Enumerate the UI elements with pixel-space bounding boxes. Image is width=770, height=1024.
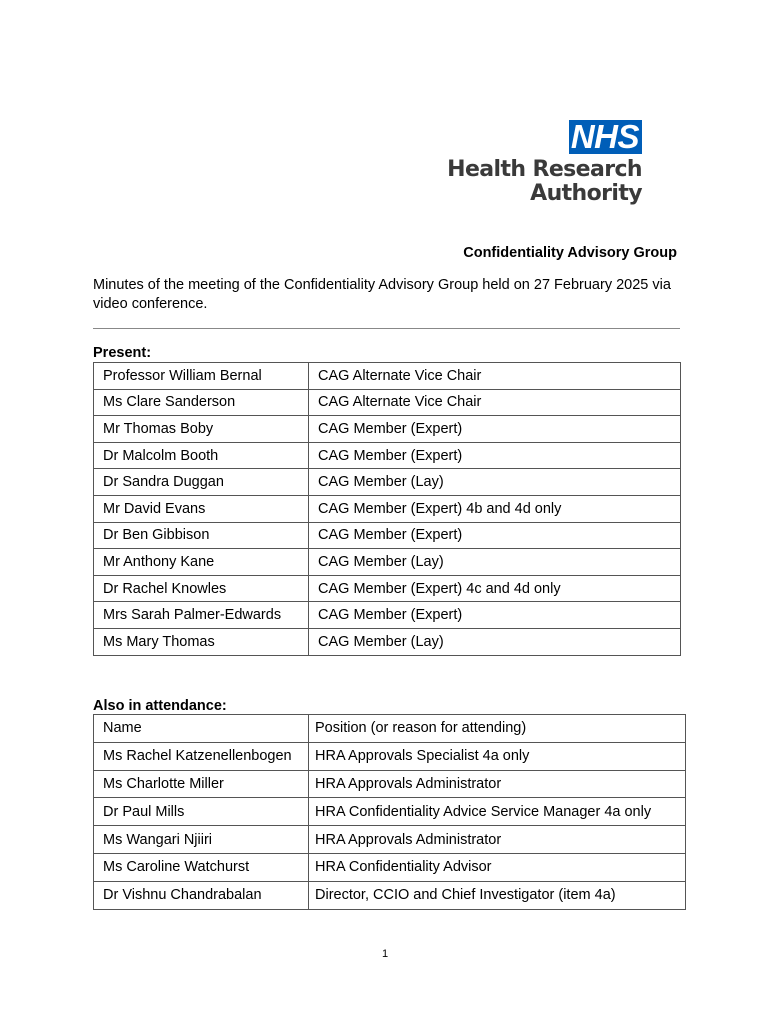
member-role: CAG Member (Expert): [309, 416, 681, 443]
column-header-position: Position (or reason for attending): [309, 715, 686, 743]
attendance-table: [93, 714, 686, 910]
member-name: Dr Malcolm Booth: [94, 442, 309, 469]
member-name: Mr Anthony Kane: [94, 549, 309, 576]
member-role: CAG Member (Expert) 4c and 4d only: [309, 575, 681, 602]
attendee-role: HRA Approvals Administrator: [309, 770, 686, 798]
table-row: [94, 549, 681, 576]
table-row: [94, 442, 681, 469]
table-row: [94, 469, 681, 496]
table-row: [94, 575, 681, 602]
member-name: Dr Sandra Duggan: [94, 469, 309, 496]
table-row: [94, 522, 681, 549]
member-role: CAG Member (Expert): [309, 602, 681, 629]
attendee-name: Ms Caroline Watchurst: [94, 853, 309, 881]
member-role: CAG Member (Expert): [309, 522, 681, 549]
attendee-name: Ms Wangari Njiiri: [94, 826, 309, 854]
attendee-role: Director, CCIO and Chief Investigator (item 4a): [309, 881, 686, 909]
member-name: Professor William Bernal: [94, 363, 309, 390]
table-row: [94, 770, 686, 798]
divider: [93, 328, 680, 329]
member-role: CAG Member (Lay): [309, 469, 681, 496]
table-row: [94, 363, 681, 390]
member-name: Dr Rachel Knowles: [94, 575, 309, 602]
attendee-role: HRA Approvals Administrator: [309, 826, 686, 854]
table-row: [94, 416, 681, 443]
attendee-name: Dr Vishnu Chandrabalan: [94, 881, 309, 909]
member-role: CAG Member (Lay): [309, 549, 681, 576]
table-row: [94, 853, 686, 881]
member-role: CAG Alternate Vice Chair: [309, 389, 681, 416]
member-name: Mrs Sarah Palmer-Edwards: [94, 602, 309, 629]
member-name: Dr Ben Gibbison: [94, 522, 309, 549]
member-name: Mr David Evans: [94, 495, 309, 522]
present-table: [93, 362, 681, 656]
column-header-name: Name: [94, 715, 309, 743]
attendance-heading: Also in attendance:: [93, 698, 227, 714]
attendee-name: Ms Charlotte Miller: [94, 770, 309, 798]
attendee-role: HRA Confidentiality Advice Service Manager 4a only: [309, 798, 686, 826]
table-row: [94, 628, 681, 655]
member-name: Ms Mary Thomas: [94, 628, 309, 655]
member-name: Mr Thomas Boby: [94, 416, 309, 443]
attendee-role: HRA Approvals Specialist 4a only: [309, 742, 686, 770]
member-role: CAG Member (Expert): [309, 442, 681, 469]
table-row: [94, 495, 681, 522]
page-number: 1: [381, 948, 389, 960]
table-row: [94, 389, 681, 416]
table-row: [94, 826, 686, 854]
table-row: [94, 742, 686, 770]
logo-line-1: Health Research: [447, 157, 642, 182]
member-name: Ms Clare Sanderson: [94, 389, 309, 416]
attendee-role: HRA Confidentiality Advisor: [309, 853, 686, 881]
nhs-logo-mark: NHS: [569, 120, 642, 154]
table-row: [94, 602, 681, 629]
attendee-name: Ms Rachel Katzenellenbogen: [94, 742, 309, 770]
table-header-row: [94, 715, 686, 743]
group-title: Confidentiality Advisory Group: [463, 245, 677, 261]
present-heading: Present:: [93, 345, 152, 361]
member-role: CAG Member (Lay): [309, 628, 681, 655]
attendee-name: Dr Paul Mills: [94, 798, 309, 826]
member-role: CAG Alternate Vice Chair: [309, 363, 681, 390]
table-row: [94, 881, 686, 909]
hra-logo: [447, 120, 642, 206]
member-role: CAG Member (Expert) 4b and 4d only: [309, 495, 681, 522]
intro-paragraph: Minutes of the meeting of the Confidentiality Advisory Group held on 27 February 2025 via video conference.: [93, 277, 671, 312]
logo-line-2: Authority: [530, 181, 642, 206]
table-row: [94, 798, 686, 826]
